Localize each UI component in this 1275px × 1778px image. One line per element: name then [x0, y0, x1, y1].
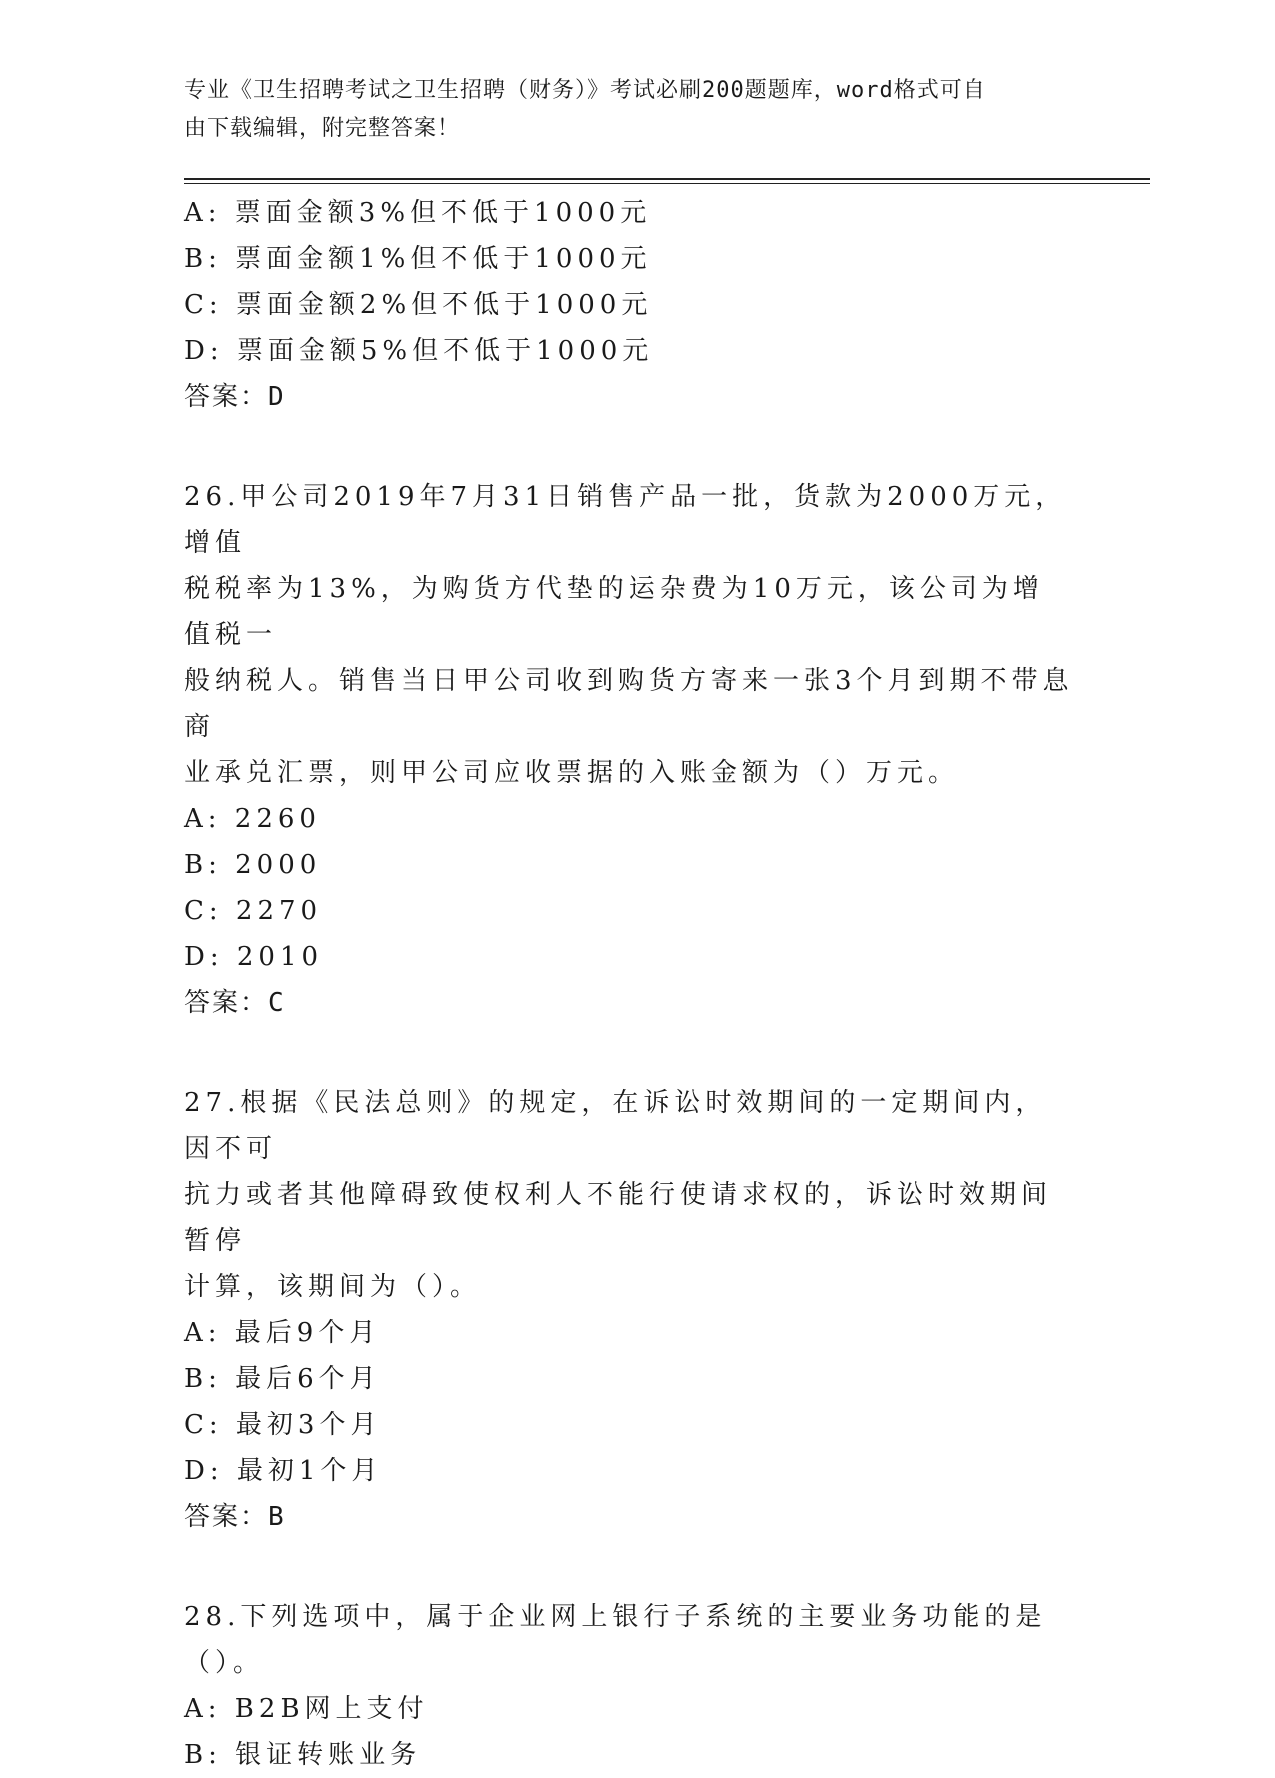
question-27	[184, 1080, 1074, 1540]
option-c: C: 2270	[184, 896, 323, 926]
question-stem-line: 般纳税人。销售当日甲公司收到购货方寄来一张3个月到期不带息商	[184, 666, 1074, 742]
option-c: C: 票面金额2%但不低于1000元	[184, 290, 653, 320]
header-divider	[184, 178, 1150, 180]
header-line-1: 专业《卫生招聘考试之卫生招聘（财务）》考试必刷200题题库，word格式可自	[184, 78, 986, 103]
question-28	[184, 1594, 1074, 1778]
document-header	[184, 72, 1064, 148]
question-stem-line: 28.下列选项中，属于企业网上银行子系统的主要业务功能的是（）。	[184, 1602, 1047, 1678]
option-d: D: 票面金额5%但不低于1000元	[184, 336, 654, 366]
answer: 答案：B	[184, 1502, 286, 1532]
option-a: A: B2B网上支付	[184, 1694, 429, 1724]
option-b: B: 最后6个月	[184, 1364, 381, 1394]
answer: 答案：C	[184, 988, 286, 1018]
option-b: B: 票面金额1%但不低于1000元	[184, 244, 652, 274]
question-stem-line: 抗力或者其他障碍致使权利人不能行使请求权的，诉讼时效期间暂停	[184, 1180, 1053, 1256]
option-d: D: 最初1个月	[184, 1456, 383, 1486]
question-list	[184, 190, 1074, 1778]
answer: 答案：D	[184, 382, 286, 412]
option-b: B: 2000	[184, 850, 322, 880]
option-a: A: 2260	[184, 804, 321, 834]
header-line-2: 由下载编辑，附完整答案！	[184, 116, 461, 141]
option-c: C: 最初3个月	[184, 1410, 382, 1440]
option-a: A: 最后9个月	[184, 1318, 381, 1348]
question-stem-line: 27.根据《民法总则》的规定，在诉讼时效期间的一定期间内，因不可	[184, 1088, 1047, 1164]
question-stem-line: 税税率为13%，为购货方代垫的运杂费为10万元，该公司为增值税一	[184, 574, 1044, 650]
option-d: D: 2010	[184, 942, 324, 972]
question-stem-line: 业承兑汇票，则甲公司应收票据的入账金额为（）万元。	[184, 758, 960, 788]
question-25	[184, 190, 1074, 420]
question-stem-line: 计算，该期间为（）。	[184, 1272, 482, 1302]
question-26	[184, 474, 1074, 1026]
question-stem-line: 26.甲公司2019年7月31日销售产品一批，货款为2000万元，增值	[184, 482, 1067, 558]
header-divider-thin	[184, 183, 1150, 184]
option-b: B: 银证转账业务	[184, 1740, 422, 1770]
option-a: A: 票面金额3%但不低于1000元	[184, 198, 652, 228]
